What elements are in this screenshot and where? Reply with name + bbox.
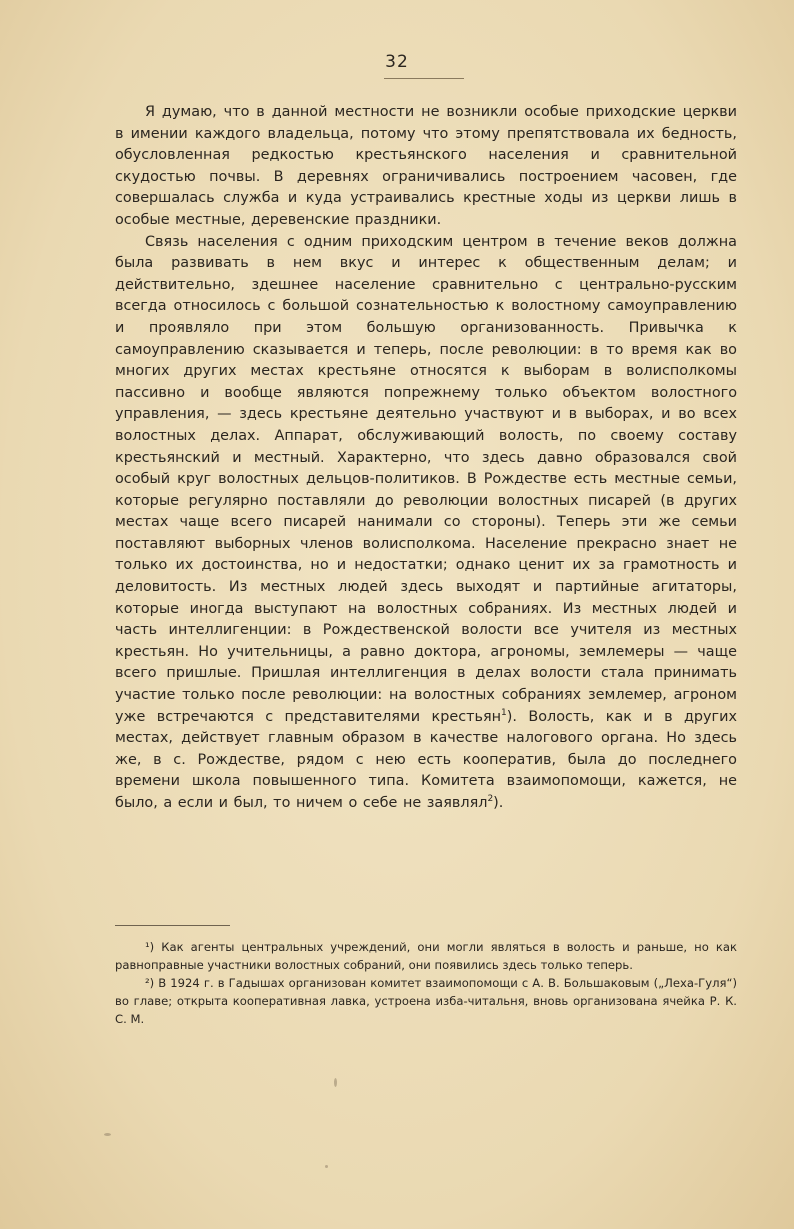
paragraph-2-text-b: ). Волость, как и в других местах, действует главным образом в качестве налогового органа. Но здесь же, в с. Рождестве, рядом с нею есть кооператив, была до последнего времени школа повышенного типа. Комитета взаимопомощи, кажется, не было, а если и был, то ничем о себе не заявлял <box>115 708 737 811</box>
footnote-ref-2: 2 <box>487 794 494 805</box>
footnote-1 <box>115 938 737 974</box>
header-rule <box>384 78 464 79</box>
paper-speck <box>334 1078 337 1087</box>
footnote-2-marker: ²) <box>145 976 155 990</box>
paper-speck <box>325 1165 328 1168</box>
paragraph-2-text-a: Связь населения с одним приходским центром в течение веков должна была развивать в нем вкус и интерес к общественным делам; и действительно, здешнее население сравнительно с центрально-русским всегда относилось с большой сознательностью к волостному самоуправлению и проявляло при этом большую организованность. Привычка к самоуправлению сказывается и теперь, после революции: в то время как во многих других местах крестьяне относятся к выборам в волисполкомы пассивно и вообще являются попрежнему только объектом волостного управления, — здесь крестьяне деятельно участвуют и в выборах, и во всех волостных делах. Аппарат, обслуживающий волость, по своему составу крестьянский и местный. Характерно, что здесь давно образовался свой особый круг волостных дельцов-политиков. В Рождестве есть местные семьи, которые регулярно поставляли до революции волостных писарей (в других местах чаще всего писарей нанимали со стороны). Теперь эти же семьи поставляют выборных членов волисполкома. Население прекрасно знает не только их достоинства, но и недостатки; однако ценит их за грамотность и деловитость. Из местных людей здесь выходят и партийные агитаторы, которые иногда выступают на волостных собраниях. Из местных людей и часть интеллигенции: в Рождественской волости все учителя из местных крестьян. Но учительницы, а равно доктора, агрономы, землемеры — чаще всего пришлые. Пришлая интеллигенция в делах волости стала принимать участие только после революции: на волостных собраниях землемер, агроном уже встречаются с представителями крестьян <box>115 233 737 725</box>
footnote-1-text: Как агенты центральных учреждений, они могли являться в волость и раньше, но как равноправные участники волостных собраний, они появились здесь только теперь. <box>115 940 737 972</box>
footnotes <box>115 938 737 1028</box>
footnote-2 <box>115 974 737 1028</box>
footnote-2-text: В 1924 г. в Гадышах организован комитет взаимопомощи с А. В. Большаковым („Леха-Гуля“) во главе; открыта кооперативная лавка, устроена изба-читальня, вновь организована ячейка Р. К. С. М. <box>115 976 737 1026</box>
footnote-1-marker: ¹) <box>145 940 155 954</box>
paragraph-2 <box>115 232 737 815</box>
page-number: 32 <box>385 52 409 72</box>
footnote-ref-1: 1 <box>501 707 507 718</box>
paragraph-2-text-c: ). <box>493 795 504 811</box>
paragraph-1: Я думаю, что в данной местности не возникли особые приходские церкви в имении каждого владельца, потому что этому препятствовала их бедность, обусловленная редкостью крестьянского населения и сравнительной скудостью почвы. В деревнях ограничивались построением часовен, где совершалась служба и куда устраивались крестные ходы из церкви лишь в особые местные, деревенские праздники. <box>115 104 737 228</box>
paper-speck <box>104 1133 111 1136</box>
main-text <box>115 102 737 815</box>
footnote-separator <box>115 925 230 926</box>
